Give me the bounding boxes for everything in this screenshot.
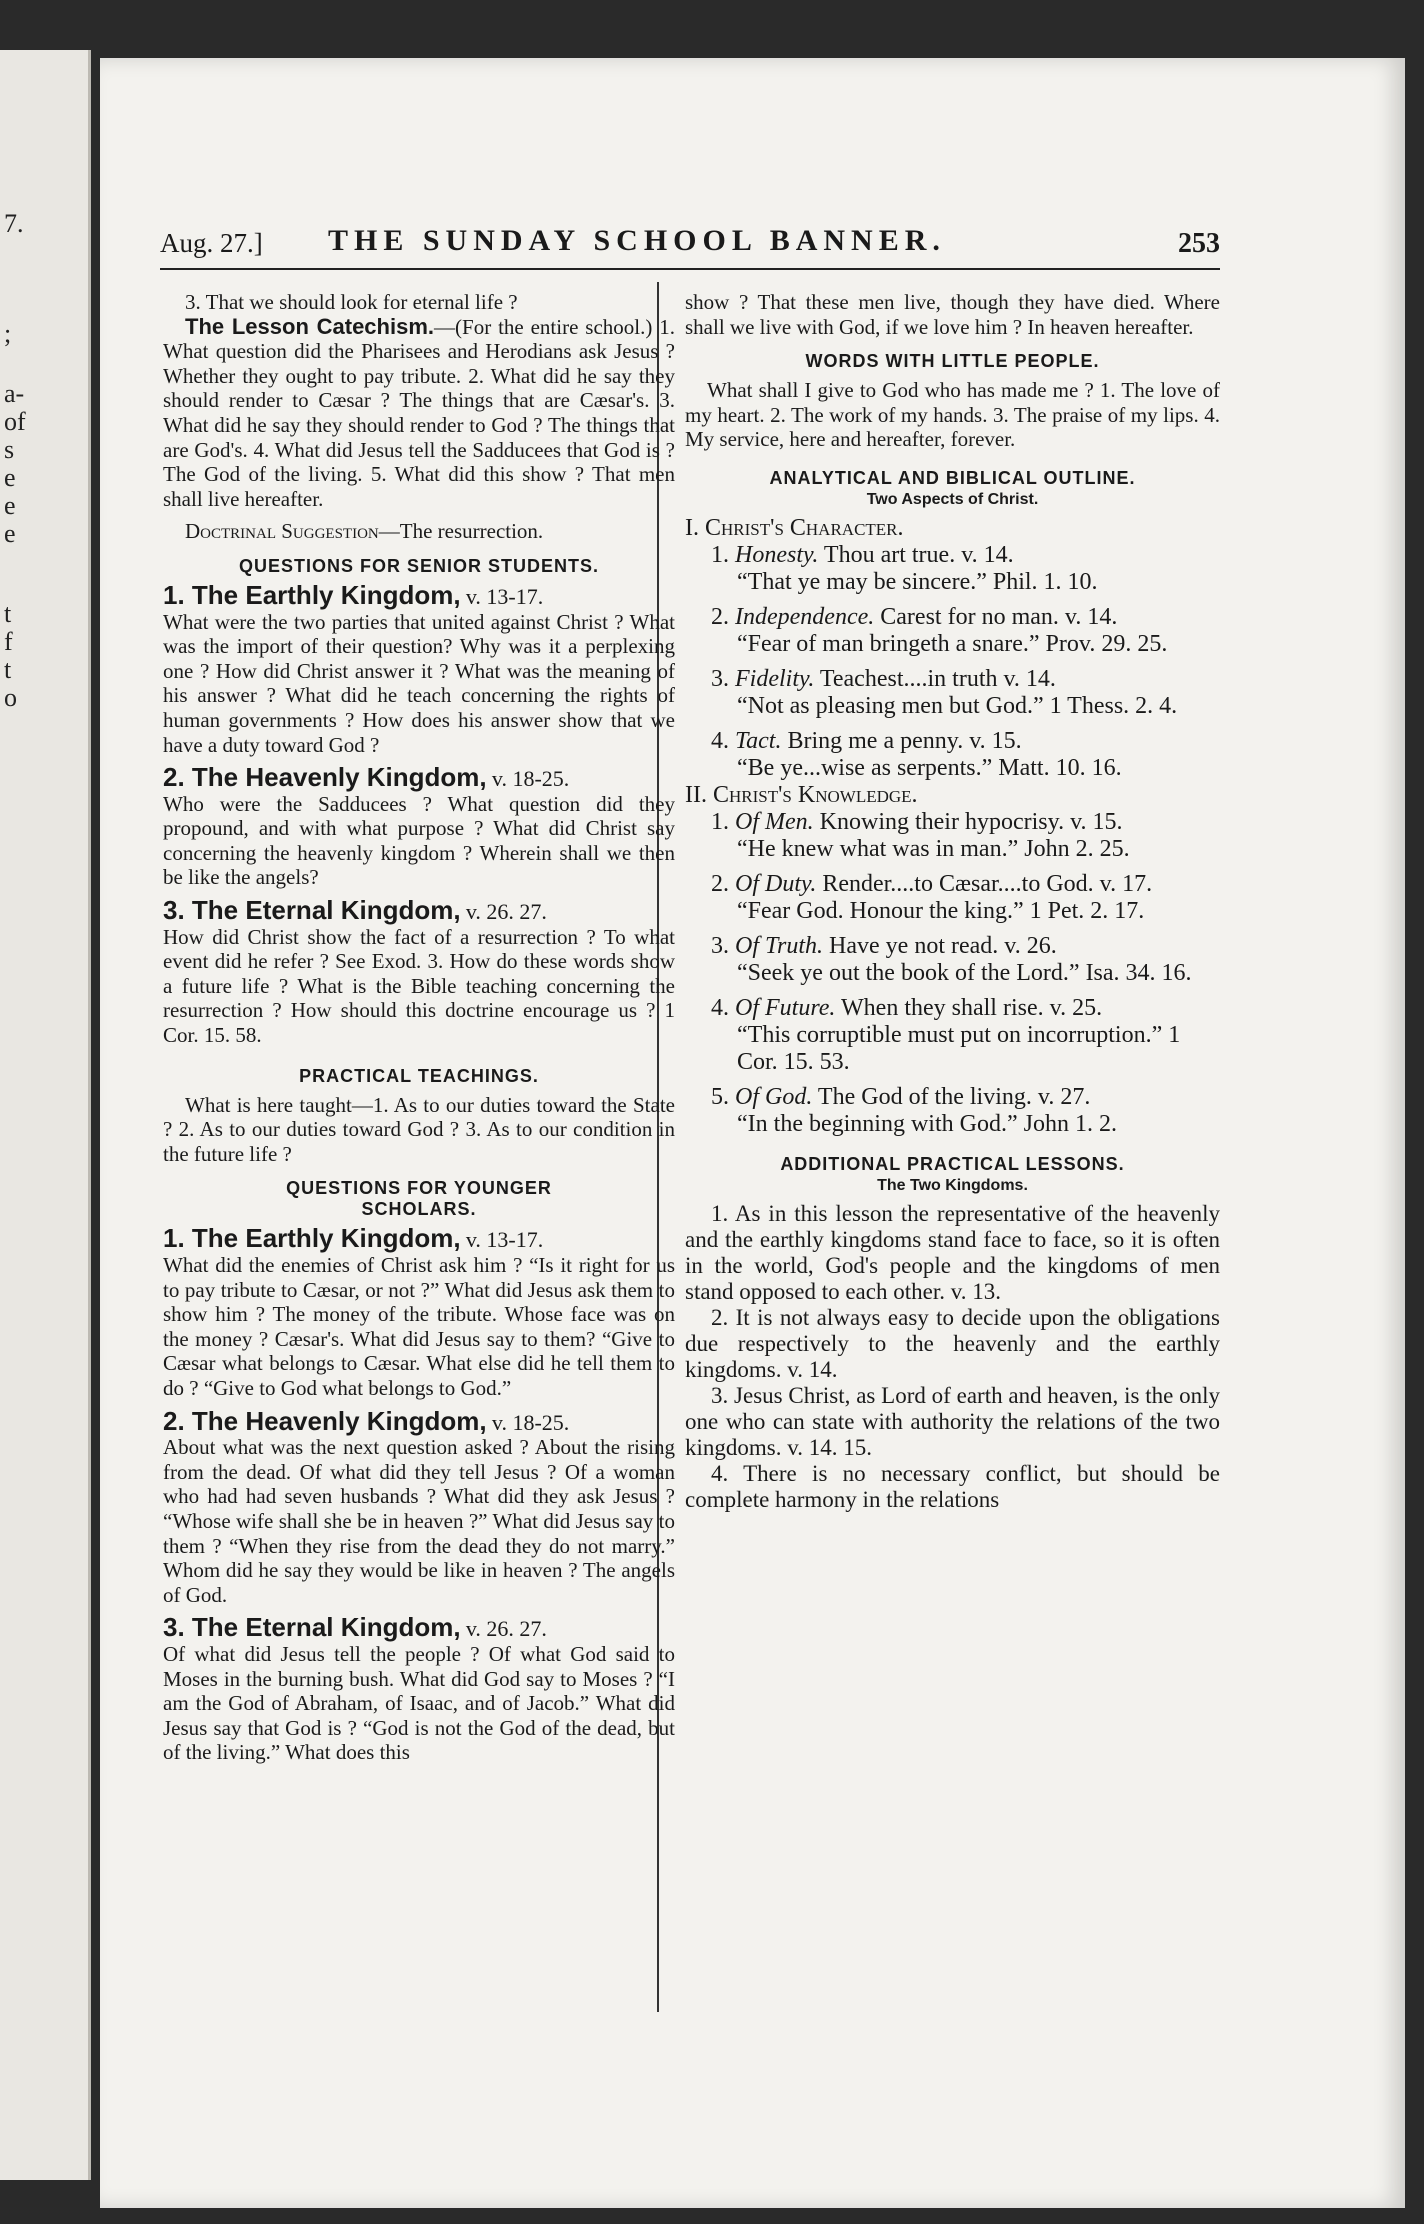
item-keyword: Independence.	[735, 603, 875, 630]
margin-fragment: e	[4, 491, 16, 520]
margin-fragment: of	[4, 407, 26, 436]
catechism-heading: The Lesson Catechism.	[185, 313, 435, 339]
kingdom-title: 3. The Eternal Kingdom,	[163, 1612, 461, 1643]
kingdom-title: 2. The Heavenly Kingdom,	[163, 1405, 487, 1436]
little-people-text: What shall I give to God who has made me ? 1. The love of my heart. 2. The work of my hands. 3. The praise of my lips. 4. My service, here and hereafter, forever.	[685, 378, 1220, 452]
outline-item	[685, 995, 1220, 1076]
outline-item	[685, 728, 1220, 782]
question-text: What were the two parties that united against Christ ? What was the import of their question? Why was it a perplexing one ? How did Christ answer it ? What was the meaning of his answer ? What did he teach concerning the rights of human governments ? How does his answer show that we have a duty toward God ?	[163, 609, 675, 757]
item-keyword: Of Truth.	[735, 932, 824, 959]
senior-question-block	[163, 762, 675, 890]
outline-section-title: I. Christ's Character.	[685, 514, 904, 541]
margin-fragment: t	[4, 655, 12, 684]
senior-students-heading: QUESTIONS FOR SENIOR STUDENTS.	[238, 555, 600, 576]
left-column	[163, 290, 675, 1765]
page-number: 253	[1178, 228, 1220, 259]
outline-item	[685, 1084, 1220, 1138]
verse-ref: v. 13-17.	[465, 583, 544, 609]
issue-date: Aug. 27.]	[160, 228, 263, 258]
item-keyword: Of Men.	[735, 808, 814, 835]
doctrinal-suggestion	[163, 519, 675, 544]
margin-fragment: e	[4, 519, 16, 548]
outline-heading: ANALYTICAL AND BIBLICAL OUTLINE.	[769, 467, 1136, 488]
item-number: 1.	[711, 808, 729, 835]
item-number: 3.	[711, 665, 729, 692]
item-keyword: Of Future.	[735, 994, 836, 1021]
outline-item	[685, 604, 1220, 658]
item-number: 4.	[711, 994, 729, 1021]
item-text: When they shall rise. v. 25.	[841, 994, 1103, 1021]
question-text: What did the enemies of Christ ask him ? “Is it right for us to pay tribute to Cæsar, or not ?” What did Jesus ask them to show him ? The money of the tribute. Whose face was on the money ? Cæsar's. What did Jesus say to them? “Give to Cæsar what belongs to Cæsar. What else did he tell them to do ? “Give to God what belongs to God.”	[163, 1253, 675, 1400]
item-number: 2.	[711, 870, 729, 897]
outline-section-title: II. Christ's Knowledge.	[685, 781, 918, 808]
margin-fragment: f	[4, 627, 13, 656]
item-text: Have ye not read. v. 26.	[829, 932, 1057, 959]
carryover-text: show ? That these men live, though they have died. Where shall we live with God, if we love him ? In heaven hereafter.	[685, 290, 1220, 339]
additional-lessons-subheading: The Two Kingdoms.	[877, 1176, 1028, 1194]
margin-fragment: ;	[4, 319, 12, 348]
kingdom-title: 1. The Earthly Kingdom,	[163, 1223, 461, 1254]
item-text: Thou art true. v. 14.	[823, 541, 1014, 568]
kingdom-title: 3. The Eternal Kingdom,	[163, 895, 461, 926]
verse-ref: v. 26. 27.	[465, 899, 547, 925]
facing-page-edge	[0, 50, 91, 2180]
right-column	[685, 290, 1220, 1513]
item-text: Render....to Cæsar....to God. v. 17.	[822, 870, 1153, 897]
outline-subheading: Two Aspects of Christ.	[866, 490, 1039, 508]
younger-scholars-heading-line2: SCHOLARS.	[361, 1199, 477, 1220]
question-text: Of what did Jesus tell the people ? Of what God said to Moses in the burning bush. What did God say to Moses ? “I am the God of Abraham, of Isaac, and of Jacob.” What did Jesus say that God is ? “God is not the God of the dead, but of the living.” What does this	[163, 1641, 675, 1765]
question-text: About what was the next question asked ? About the rising from the dead. Of what did they tell Jesus ? Of a woman who had had seven husbands ? What did they ask Jesus ? “Whose wife shall she be in heaven ?” What did Jesus say to them ? “When they rise from the dead they do not marry.” Whom did he say they would be like in heaven ? The angels of God.	[163, 1435, 675, 1607]
margin-fragment: o	[4, 683, 17, 712]
younger-scholars-heading: QUESTIONS FOR YOUNGER	[286, 1178, 552, 1199]
item-keyword: Fidelity.	[735, 665, 815, 692]
younger-question-block	[163, 1223, 675, 1400]
item-keyword: Honesty.	[735, 541, 819, 568]
item-keyword: Tact.	[735, 727, 782, 754]
lesson-paragraph: 3. Jesus Christ, as Lord of earth and heaven, is the only one who can state with authority the relations of the two kingdoms. v. 14. 15.	[685, 1382, 1220, 1460]
question-carryover: 3. That we should look for eternal life ?	[185, 290, 518, 314]
younger-question-block	[163, 1612, 675, 1765]
little-people-heading: WORDS WITH LITTLE PEOPLE.	[805, 351, 1100, 372]
margin-fragment: s	[4, 435, 15, 464]
outline-item	[685, 871, 1220, 925]
doctrinal-text: —The resurrection.	[378, 519, 544, 544]
item-quote: “He knew what was in man.” John 2. 25.	[737, 835, 1130, 862]
verse-ref: v. 18-25.	[491, 1409, 570, 1435]
item-keyword: Of God.	[735, 1083, 813, 1110]
practical-teachings-text: What is here taught—1. As to our duties toward the State ? 2. As to our duties toward God ? 3. As to our condition in the future life ?	[163, 1092, 675, 1166]
item-text: Bring me a penny. v. 15.	[787, 727, 1022, 754]
item-text: The God of the living. v. 27.	[817, 1083, 1091, 1110]
item-quote: “In the beginning with God.” John 1. 2.	[737, 1110, 1117, 1137]
item-quote: “Seek ye out the book of the Lord.” Isa. 34. 16.	[737, 959, 1192, 986]
kingdom-title: 2. The Heavenly Kingdom,	[163, 762, 487, 793]
catechism-text: —(For the entire school.) 1. What question did the Pharisees and Herodians ask Jesus ? Whether they ought to pay tribute. 2. What did he say they should render to Cæsar ? The things that are Cæsar's. 3. What did he say they should render to God ? The things that are God's. 4. What did Jesus tell the Sadducees that God is ? The God of the living. 5. What did this show ? That men shall live hereafter.	[163, 314, 675, 511]
item-quote: “This corruptible must put on incorruption.” 1 Cor. 15. 53.	[737, 1021, 1181, 1075]
verse-ref: v. 18-25.	[491, 766, 570, 792]
margin-fragment: e	[4, 463, 16, 492]
lesson-paragraph: 1. As in this lesson the representative of the heavenly and the earthly kingdoms stand face to face, so it is often in the world, God's people and the kingdoms of men stand opposed to each other. v. 13.	[685, 1200, 1220, 1304]
outline-item	[685, 933, 1220, 987]
question-text: How did Christ show the fact of a resurrection ? To what event did he refer ? See Exod. 3. How do these words show a future life ? What is the Bible teaching concerning the resurrection ? How should this doctrine encourage us ? 1 Cor. 15. 58.	[163, 924, 675, 1048]
outline-item	[685, 666, 1220, 720]
margin-fragment: 7.	[4, 209, 24, 238]
item-quote: “Fear of man bringeth a snare.” Prov. 29. 25.	[737, 630, 1168, 657]
item-keyword: Of Duty.	[735, 870, 817, 897]
item-number: 1.	[711, 541, 729, 568]
catechism-paragraph	[163, 315, 675, 512]
kingdom-title: 1. The Earthly Kingdom,	[163, 579, 461, 610]
senior-question-block	[163, 895, 675, 1048]
item-text: Knowing their hypocrisy. v. 15.	[819, 808, 1123, 835]
item-number: 4.	[711, 727, 729, 754]
doctrinal-label: Doctrinal Suggestion	[185, 519, 379, 544]
item-quote: “That ye may be sincere.” Phil. 1. 10.	[737, 568, 1098, 595]
item-quote: “Not as pleasing men but God.” 1 Thess. 2. 4.	[737, 692, 1178, 719]
publication-title: THE SUNDAY SCHOOL BANNER.	[328, 224, 946, 257]
margin-fragment: t	[4, 599, 12, 628]
practical-teachings-heading: PRACTICAL TEACHINGS.	[299, 1065, 539, 1086]
lesson-paragraph: 2. It is not always easy to decide upon the obligations due respectively to the heavenly and the earthly kingdoms. v. 14.	[685, 1304, 1220, 1382]
senior-question-block	[163, 579, 675, 757]
additional-lessons-heading: ADDITIONAL PRACTICAL LESSONS.	[780, 1153, 1125, 1174]
outline-item	[685, 542, 1220, 596]
running-head	[160, 224, 1220, 270]
item-quote: “Fear God. Honour the king.” 1 Pet. 2. 17.	[737, 897, 1145, 924]
verse-ref: v. 26. 27.	[465, 1616, 547, 1642]
item-text: Teachest....in truth v. 14.	[819, 665, 1056, 692]
verse-ref: v. 13-17.	[465, 1227, 544, 1253]
younger-question-block	[163, 1405, 675, 1608]
item-number: 5.	[711, 1083, 729, 1110]
item-number: 2.	[711, 603, 729, 630]
lesson-paragraph: 4. There is no necessary conflict, but should be complete harmony in the relations	[685, 1460, 1220, 1512]
item-number: 3.	[711, 932, 729, 959]
outline-item	[685, 809, 1220, 863]
item-quote: “Be ye...wise as serpents.” Matt. 10. 16.	[737, 754, 1122, 781]
margin-fragment: a-	[4, 379, 25, 408]
item-text: Carest for no man. v. 14.	[880, 603, 1118, 630]
question-text: Who were the Sadducees ? What question did they propound, and with what purpose ? What did Christ say concerning the heavenly kingdom ? Wherein shall we then be like the angels?	[163, 791, 675, 890]
